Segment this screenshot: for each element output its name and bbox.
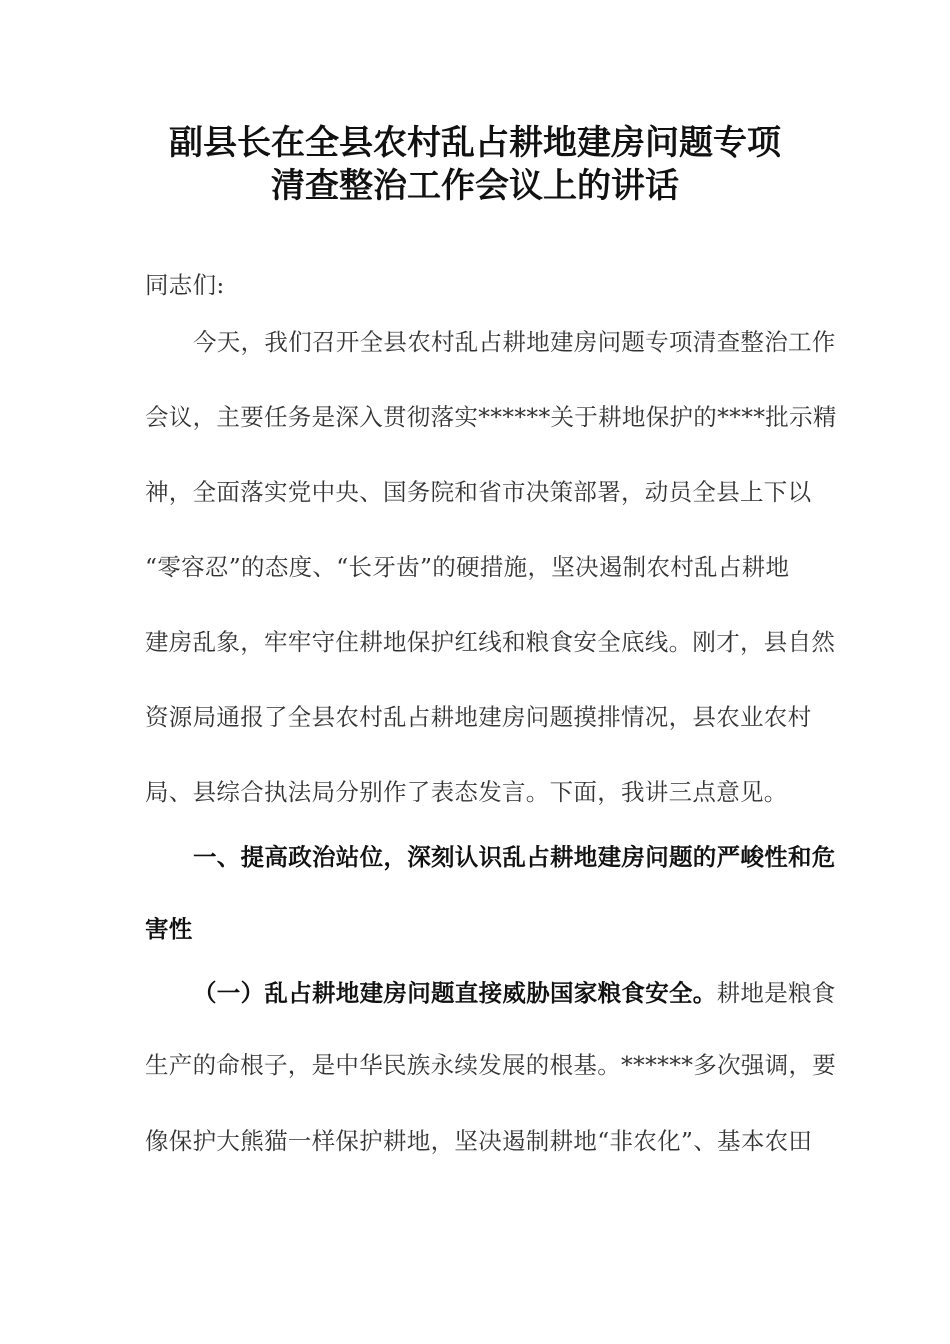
text-line: 神，全面落实党中央、国务院和省市决策部署，动员全县上下以 <box>145 478 812 506</box>
text-line <box>193 978 836 1008</box>
text-line: 今天，我们召开全县农村乱占耕地建房问题专项清查整治工作 <box>193 328 836 356</box>
text-line: 资源局通报了全县农村乱占耕地建房问题摸排情况，县农业农村 <box>145 703 812 731</box>
salutation: 同志们: <box>145 271 225 299</box>
title-line: 副县长在全县农村乱占耕地建房问题专项 <box>169 123 781 163</box>
text-line: 会议，主要任务是深入贯彻落实******关于耕地保护的****批示精 <box>145 403 837 431</box>
subsection-heading: （一）乱占耕地建房问题直接威胁国家粮食安全。 <box>193 979 717 1007</box>
text-line: 建房乱象，牢牢守住耕地保护红线和粮食安全底线。刚才，县自然 <box>145 628 836 656</box>
text-line: 生产的命根子，是中华民族永续发展的根基。******多次强调，要 <box>145 1051 837 1079</box>
heading-line: 一、提高政治站位，深刻认识乱占耕地建房问题的严峻性和危 <box>193 843 836 871</box>
title-line: 清查整治工作会议上的讲话 <box>271 166 679 206</box>
text-line: 局、县综合执法局分别作了表态发言。下面，我讲三点意见。 <box>145 778 788 806</box>
heading-line: 害性 <box>145 915 193 943</box>
text-line: “零容忍”的态度、“长牙齿”的硬措施，坚决遏制农村乱占耕地 <box>145 553 790 581</box>
subsection-text: 耕地是粮食 <box>716 979 836 1007</box>
text-line: 像保护大熊猫一样保护耕地，坚决遏制耕地“非农化”、基本农田 <box>145 1127 813 1155</box>
